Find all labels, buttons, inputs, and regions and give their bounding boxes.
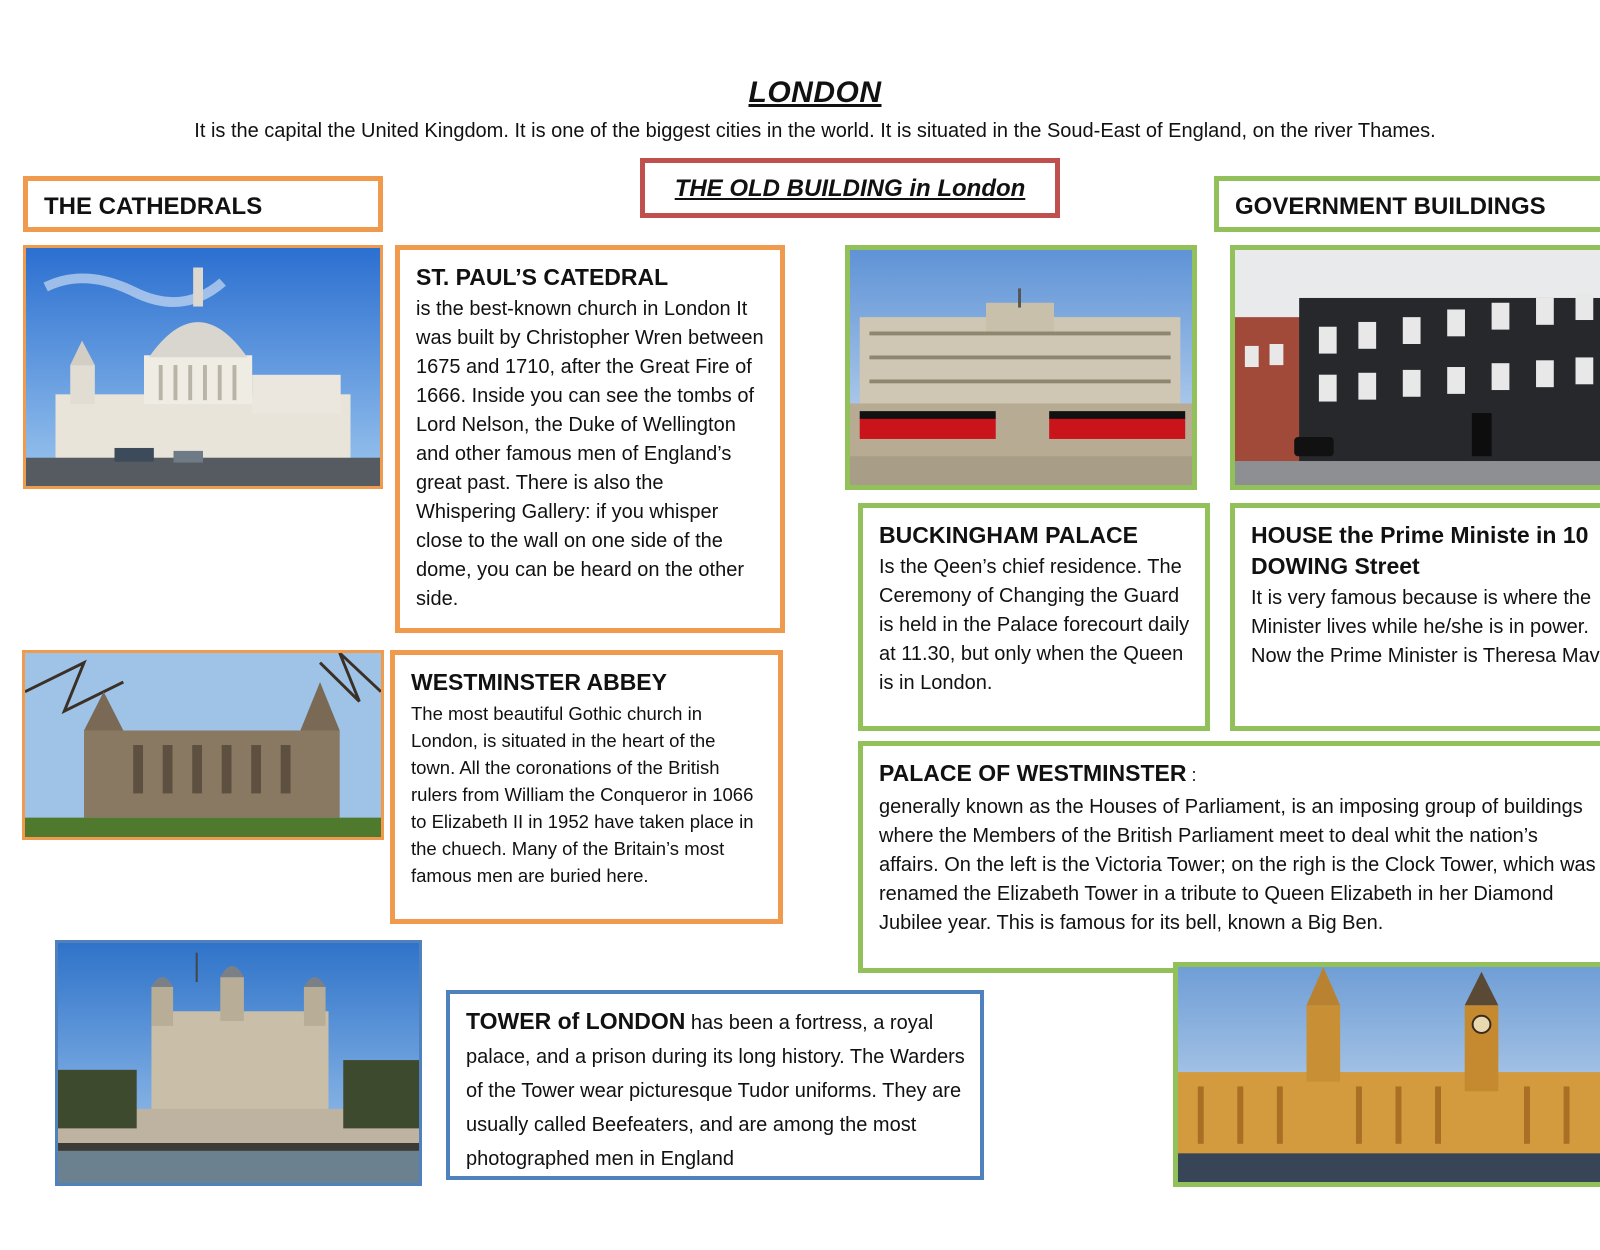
old-buildings-label: THE OLD BUILDING in London xyxy=(674,175,1026,202)
st-pauls-text: is the best-known church in London It was built by Christopher Wren between 1675 and 1710, after the Great Fire of 1666. Inside you can see the tombs of Lord Nelson, the Duke of Wellington and other famous men of England’s great past. There is also the Whispering Gallery: if you whisper close to the wall on one side of the dome, you can be heard on the other side. xyxy=(416,298,764,610)
government-label: GOVERNMENT BUILDINGS xyxy=(1235,193,1546,220)
palace-westminster-text: generally known as the Houses of Parliament, is an imposing group of buildings where the Members of the British Parliament meet to deal whit the nation’s affairs. On the left is the Victoria Tower; on the righ is the Clock Tower, which was renamed the Elizabeth Tower in a tribute to Queen Elizabeth in her Diamond Jubilee year. This is famous for its bell, known a Big Ben. xyxy=(879,796,1596,934)
palace-westminster-card xyxy=(858,741,1600,973)
palace-westminster-heading xyxy=(879,758,1600,791)
tower-title: TOWER of LONDON xyxy=(466,1008,686,1034)
st-pauls-photo xyxy=(23,245,383,489)
cathedrals-label-box xyxy=(23,176,383,232)
tower-text: has been a fortress, a royal palace, and a prison during its long history. The Warders of the Tower wear picturesque Tudor uniforms. They are usually called Beefeaters, and are among the most photographed men in England xyxy=(466,1012,965,1170)
tower-of-london-card xyxy=(446,990,984,1180)
downing-text: It is very famous because is where the Minister lives while he/she is in power. Now the Prime Minister is Theresa Mav xyxy=(1251,587,1600,667)
st-pauls-card xyxy=(395,245,785,633)
buckingham-card xyxy=(858,503,1210,731)
westminster-abbey-card xyxy=(390,650,783,924)
downing-title: HOUSE the Prime Ministe in 10 DOWING Street xyxy=(1251,522,1589,579)
st-pauls-title: ST. PAUL’S CATEDRAL xyxy=(416,264,669,290)
page-title: LONDON xyxy=(748,76,882,109)
government-label-box xyxy=(1214,176,1600,232)
intro-text: It is the capital the United Kingdom. It is one of the biggest cities in the world. It is situated in the Soud-East of England, on the river Thames. xyxy=(194,120,1436,142)
buckingham-title: BUCKINGHAM PALACE xyxy=(879,522,1138,548)
buckingham-photo xyxy=(845,245,1197,490)
tower-of-london-photo xyxy=(55,940,422,1186)
palace-westminster-title: PALACE OF WESTMINSTER xyxy=(879,760,1187,786)
buckingham-text: Is the Qeen’s chief residence. The Ceremony of Changing the Guard is held in the Palace forecourt daily at 11.30, but only when the Queen is in London. xyxy=(879,556,1190,694)
westminster-abbey-text: The most beautiful Gothic church in London, is situated in the heart of the town. All the coronations of the British rulers from William the Conqueror in 1066 to Elizabeth II in 1952 have taken place in the chuech. Many of the Britain’s most famous men are buried here. xyxy=(411,703,754,886)
palace-westminster-photo xyxy=(1173,962,1600,1187)
tower-of-london-paragraph xyxy=(450,994,980,1176)
palace-westminster-colon: : xyxy=(1186,765,1197,785)
downing-street-photo xyxy=(1230,245,1600,490)
cathedrals-label: THE CATHEDRALS xyxy=(44,193,263,220)
old-buildings-label-box xyxy=(640,158,1060,218)
westminster-abbey-photo xyxy=(22,650,384,840)
downing-street-card xyxy=(1230,503,1600,731)
westminster-abbey-title: WESTMINSTER ABBEY xyxy=(411,669,667,695)
